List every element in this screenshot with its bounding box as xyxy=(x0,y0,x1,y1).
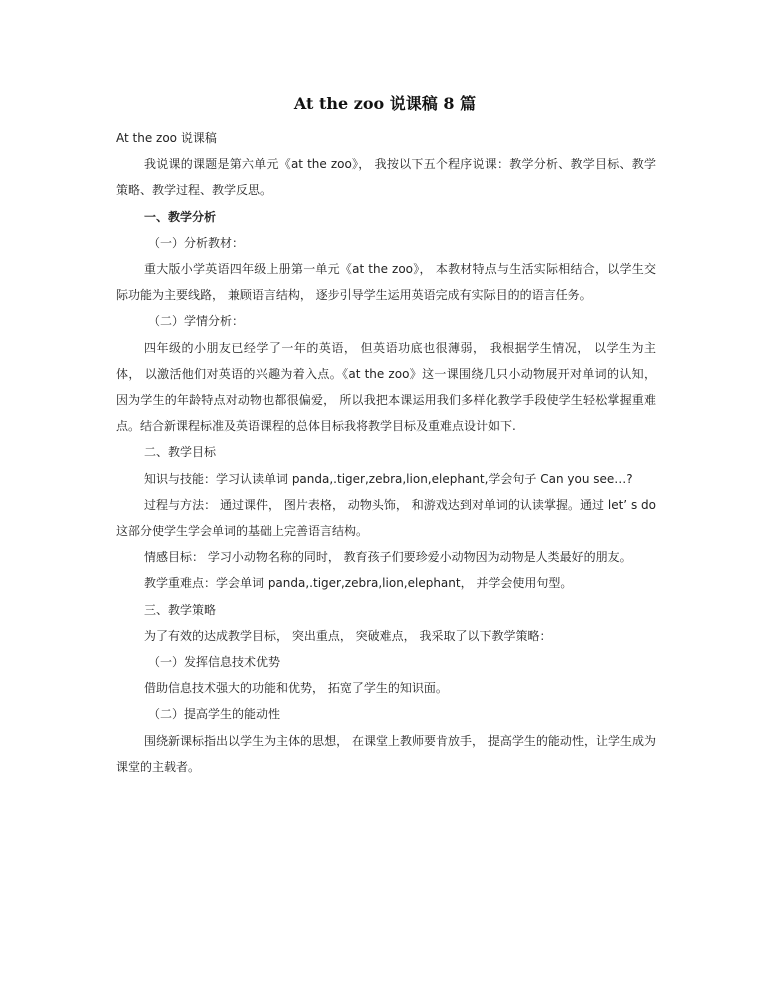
key-difficulties: 教学重难点：学会单词 panda,.tiger,zebra,lion,elephant， 并学会使用句型。 xyxy=(144,576,573,591)
strategy-it-paragraph: 借助信息技术强大的功能和优势， 拓宽了学生的知识面。 xyxy=(144,681,448,696)
materials-paragraph: 重大版小学英语四年级上册第一单元《at the zoo》， 本教材特点与生活实际相结合，以学生交际功能为主要线路， 兼顾语言结构， 逐步引导学生运用英语完成有实际目的的语言任务。 xyxy=(116,262,656,303)
subsection-heading-students: （二）学情分析： xyxy=(148,314,245,329)
subsection-heading-materials: （一）分析教材： xyxy=(148,235,245,250)
goal-knowledge: 知识与技能：学习认读单词 panda,.tiger,zebra,lion,elephant,学会句子 Can you see…? xyxy=(144,471,633,486)
strategy-initiative-paragraph: 围绕新课标指出以学生为主体的思想， 在课堂上教师要肯放手， 提高学生的能动性，让学生成为课堂的主载者。 xyxy=(116,733,656,774)
section-heading-strategy: 三、教学策略 xyxy=(144,602,217,617)
students-paragraph: 四年级的小朋友已经学了一年的英语， 但英语功底也很薄弱， 我根据学生情况， 以学生为主体， 以激活他们对英语的兴趣为着入点。《at the zoo》这一课围绕几只小动物展开对单词的认知， 因为学生的年龄特点对动物也都很偏爱， 所以我把本课运用我们多样化教学手段使学生轻松掌握重难点。结合新课程标准及英语课程的总体目标我将教学目标及重难点设计如下. xyxy=(116,340,656,434)
subtitle-line: At the zoo 说课稿 xyxy=(116,131,217,145)
section-heading-analysis: 一、教学分析 xyxy=(144,209,217,224)
strategy-heading-initiative: （二）提高学生的能动性 xyxy=(148,707,281,722)
strategy-heading-it: （一）发挥信息技术优势 xyxy=(148,655,281,670)
section-heading-goals: 二、教学目标 xyxy=(144,445,217,460)
goal-emotion: 情感目标： 学习小动物名称的同时， 教育孩子们要珍爱小动物因为动物是人类最好的朋友。 xyxy=(144,550,632,565)
goal-process: 过程与方法： 通过课件， 图片表格， 动物头饰， 和游戏达到对单词的认读掌握。通过 let’ s do 这部分使学生学会单词的基础上完善语言结构。 xyxy=(116,497,656,539)
strategy-intro: 为了有效的达成教学目标， 突出重点， 突破难点， 我采取了以下教学策略： xyxy=(144,628,552,643)
intro-paragraph: 我说课的课题是第六单元《at the zoo》， 我按以下五个程序说课：教学分析、教学目标、教学策略、教学过程、教学反思。 xyxy=(116,157,656,198)
document-title: At the zoo 说课稿 8 篇 xyxy=(293,94,477,113)
document-body xyxy=(116,125,656,780)
